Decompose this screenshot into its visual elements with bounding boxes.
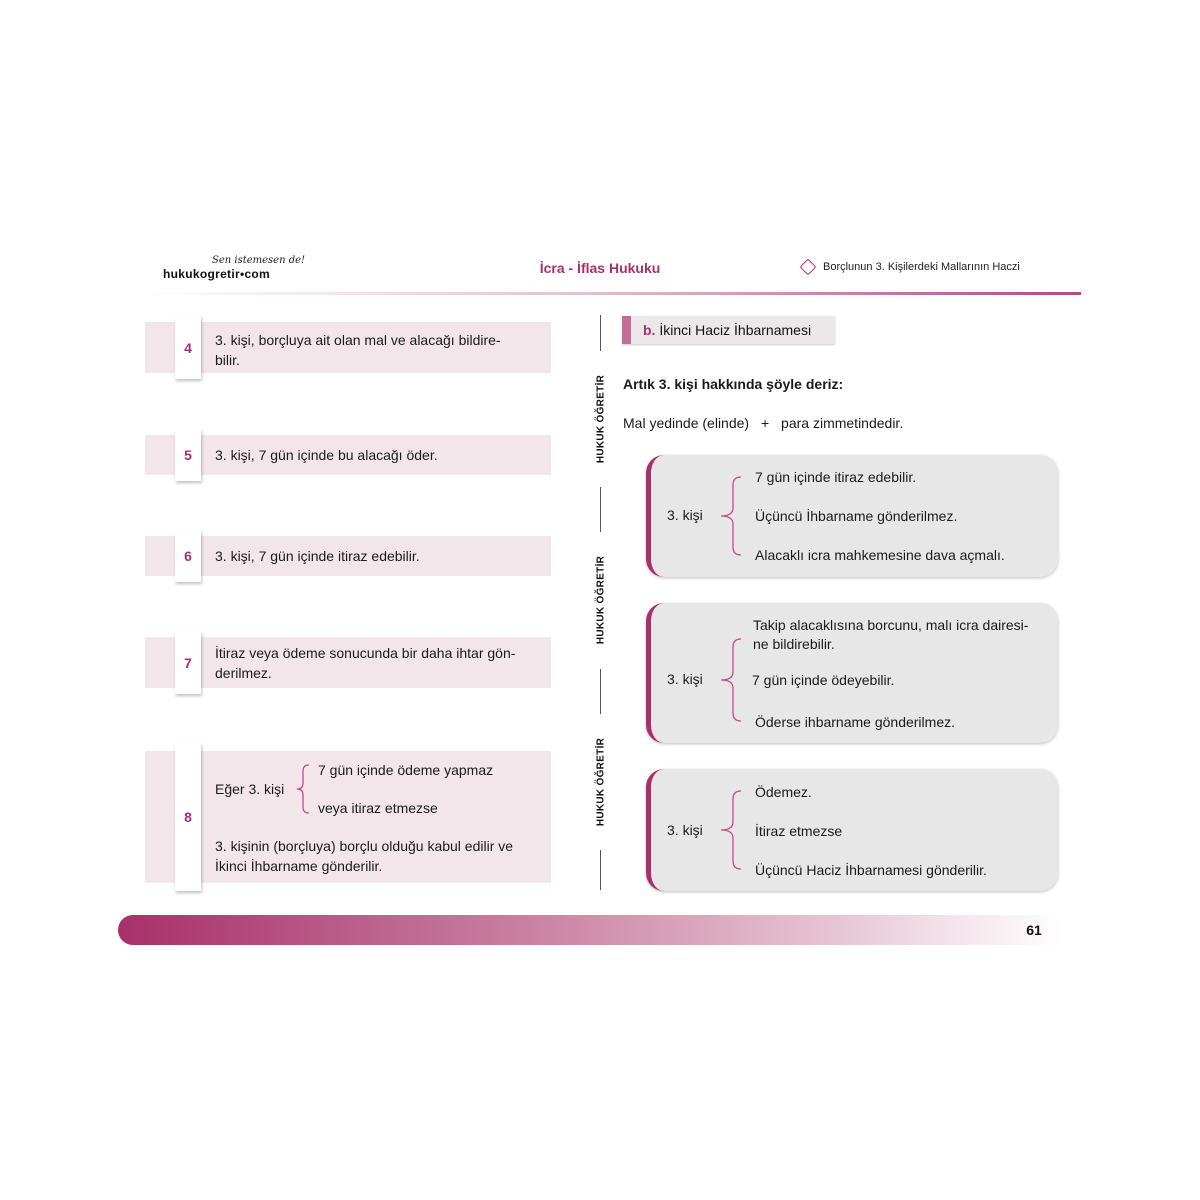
brace-icon	[719, 789, 745, 871]
lead-text: Artık 3. kişi hakkında şöyle deriz:	[623, 376, 844, 392]
divider	[600, 315, 601, 351]
item-number: 6	[175, 530, 201, 582]
section-tab	[622, 316, 835, 344]
divider	[600, 850, 601, 890]
item-number: 4	[175, 316, 201, 379]
divider	[600, 487, 601, 532]
page-number: 61	[1026, 922, 1042, 938]
item-number: 8	[175, 743, 201, 891]
box-item: Üçüncü Haciz İhbarnamesi gönderilir.	[755, 862, 987, 878]
section-title: İkinci Haciz İhbarnamesi	[659, 322, 812, 338]
box-label: 3. kişi	[667, 822, 703, 838]
list-item	[145, 751, 551, 883]
item-number: 7	[175, 631, 201, 694]
info-box	[646, 455, 1058, 577]
box-item: Üçüncü İhbarname gönderilmez.	[755, 508, 958, 524]
condition-item: 7 gün içinde ödeme yapmaz	[318, 762, 494, 778]
list-item	[145, 536, 551, 576]
formula-operator: +	[760, 415, 770, 431]
section-heading-text: Borçlunun 3. Kişilerdeki Mallarının Haczi	[823, 261, 1020, 273]
box-item: 7 gün içinde ödeyebilir.	[752, 672, 895, 688]
divider	[600, 669, 601, 714]
list-item	[145, 637, 551, 688]
list-item	[145, 322, 551, 373]
item-text: 3. kişi, 7 gün içinde itiraz edebilir.	[215, 548, 420, 564]
condition-label: Eğer 3. kişi	[215, 781, 285, 797]
result-text: 3. kişinin (borçluya) borçlu olduğu kabul edilir ve İkinci İhbarname gönderilir.	[215, 838, 514, 874]
item-number: 5	[175, 429, 201, 481]
section-letter: b.	[643, 322, 656, 338]
box-item: Ödemez.	[755, 784, 812, 800]
formula-right: para zimmetindedir.	[781, 415, 904, 431]
info-box	[646, 769, 1058, 891]
box-item: Öderse ihbarname gönderilmez.	[755, 714, 955, 730]
item-text: 3. kişi, borçluya ait olan mal ve alacağı bildire- bilir.	[215, 332, 501, 368]
condition-item: veya itiraz etmezse	[318, 800, 438, 816]
item-text: 3. kişi, 7 gün içinde bu alacağı öder.	[215, 447, 438, 463]
brace-icon	[719, 475, 745, 557]
section-heading	[802, 261, 1020, 273]
item-text: İtiraz veya ödeme sonucunda bir daha ihtar gön- derilmez.	[215, 645, 516, 681]
footer-bar	[118, 915, 1063, 945]
header-divider	[145, 292, 1081, 295]
formula-left: Mal yedinde (elinde)	[623, 415, 750, 431]
brace-icon	[719, 637, 745, 723]
info-box	[646, 603, 1058, 743]
logo-tagline: Sen istemesen de!	[212, 255, 306, 266]
logo: hukukogretir•com	[163, 267, 271, 281]
brace-icon	[295, 763, 311, 815]
box-label: 3. kişi	[667, 671, 703, 687]
box-item: İtiraz etmezse	[755, 823, 843, 839]
list-item	[145, 435, 551, 475]
box-item: 7 gün içinde itiraz edebilir.	[755, 469, 917, 485]
box-item: Takip alacaklısına borcunu, malı icra dairesi- ne bildirebilir.	[753, 617, 1029, 652]
box-item: Alacaklı icra mahkemesine dava açmalı.	[755, 547, 1005, 563]
formula	[623, 415, 903, 431]
page-title: İcra - İflas Hukuku	[539, 260, 661, 276]
diamond-icon	[800, 259, 817, 276]
box-label: 3. kişi	[667, 507, 703, 523]
